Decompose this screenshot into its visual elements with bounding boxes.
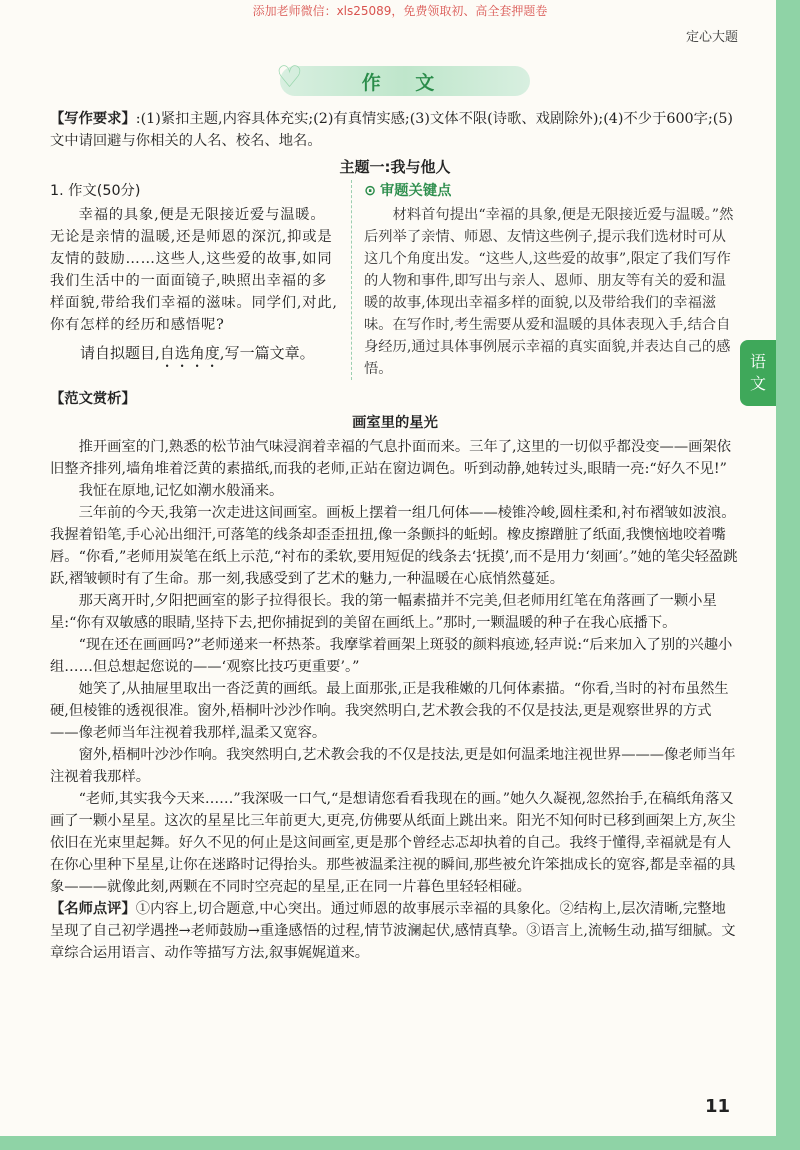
watermark-text: 添加老师微信：xls25089，免费领取初、高全套押题卷 [252,4,548,18]
sample-label: 【范文赏析】 [50,391,136,407]
topic-heading: 主题一:我与他人 [339,158,451,176]
teacher-comment [50,898,740,964]
bottom-border [0,1136,800,1150]
right-border [776,0,800,1150]
subject-tab [740,340,776,406]
essay-paragraph: 三年前的今天,我第一次走进这间画室。画板上摆着一组几何体——棱锥冷峻,圆柱柔和,衬布褶皱如波浪。我握着铅笔,手心沁出细汗,可落笔的线条却歪歪扭扭,像一条颤抖的蚯蚓。橡皮擦蹭脏了纸面,我懊恼地咬着嘴唇。“你看,”老师用炭笔在纸上示范,“衬布的柔软,要用短促的线条去‘抚摸’,而不是用力‘刻画’。”她的笔尖轻盈跳跃,褶皱顿时有了生命。那一刻,我感受到了艺术的魅力,一种温暖在心底悄然蔓延。 [50,505,738,587]
requirements-label: 【写作要求】 [50,111,136,127]
question-block [50,180,740,380]
essay-paragraph: “老师,其实我今天来……”我深吸一口气,“是想请您看看我现在的画。”她久久凝视,忽然抬手,在稿纸角落又画了一颗小星星。这次的星星比三年前更大,更亮,仿佛要从纸面上跳出来。阳光不知何时已移到画架上方,灰尘依旧在光束里起舞。好久不见的何止是这间画室,更是那个曾经忐忑却执着的自己。我终于懂得,幸福就是有人在你心里种下星星,让你在迷路时记得抬头。那些被温柔注视的瞬间,那些被允许笨拙成长的宽容,都是幸福的具象———就像此刻,两颗在不同时空亮起的星星,正在同一片暮色里轻轻相碰。 [50,791,736,895]
section-title: 作 文 [361,71,449,94]
question-number: 1. 作文(50分) [50,183,141,199]
comment-label: 【名师点评】 [50,901,136,917]
location-pin-icon: ⊙ [363,183,376,199]
instruction-emphasis: 自选角度 [159,344,220,362]
key-points-text: 材料首句提出“幸福的具象,便是无限接近爱与温暖。”然后列举了亲情、师恩、友情这些例子,提示我们选材时可从这几个角度出发。“这些人,这些爱的故事”,限定了我们写作的人物和事件,即写出与亲人、恩师、朋友等有关的爱和温暖的故事,体现出幸福多样的面貌,以及带给我们的幸福滋味。在写作时,考生需要从爱和温暖的具体表现入手,结合自身经历,通过具体事例展示幸福的真实面貌,并表达自己的感悟。 [363,207,734,377]
instruction-post: ,写一篇文章。 [219,344,315,362]
comment-text: ①内容上,切合题意,中心突出。通过师恩的故事展示幸福的具象化。②结构上,层次清晰,完整地呈现了自己初学遇挫→老师鼓励→重逢感悟的过程,情节波澜起伏,感情真挚。③语言上,流畅生动,描写细腻。文章综合运用语言、动作等描写方法,叙事娓娓道来。 [50,901,736,961]
essay-paragraph: 那天离开时,夕阳把画室的影子拉得很长。我的第一幅素描并不完美,但老师用红笔在角落画了一颗小星星:“你有双敏感的眼睛,坚持下去,把你捕捉到的美留在画纸上。”那时,一颗温暖的种子在我心底播下。 [50,593,717,631]
essay-paragraph: 窗外,梧桐叶沙沙作响。我突然明白,艺术教会我的不仅是技法,更是如何温柔地注视世界———像老师当年注视着我那样。 [50,747,736,785]
subject-tab-char-2: 文 [749,374,766,393]
writing-requirements [50,108,740,152]
essay-paragraph: 推开画室的门,熟悉的松节油气味浸润着幸福的气息扑面而来。三年了,这里的一切似乎都没变——画架依旧整齐排列,墙角堆着泛黄的素描纸,而我的老师,正站在窗边调色。听到动静,她转过头,眼睛一亮:“好久不见!” [50,439,732,477]
section-title-banner [276,60,530,96]
essay-body [50,436,740,898]
page-number: 11 [704,1096,730,1117]
instruction-pre: 请自拟题目, [80,344,160,362]
essay-paragraph: 我怔在原地,记忆如潮水般涌来。 [78,483,284,499]
key-points-column [351,180,740,380]
heart-icon: ♡ [276,60,303,95]
key-points-heading-text: 审题关键点 [379,183,452,199]
essay-title: 画室里的星光 [352,415,438,431]
subject-tab-char-1: 语 [749,352,766,371]
running-head: 定心大题 [685,30,738,45]
essay-paragraph: “现在还在画画吗?”老师递来一杯热茶。我摩挲着画架上斑驳的颜料痕迹,轻声说:“后来加入了别的兴趣小组……但总想起您说的——‘观察比技巧更重要’。” [50,637,733,675]
page-content [50,108,740,964]
question-prompt: 幸福的具象,便是无限接近爱与温暖。无论是亲情的温暖,还是师恩的深沉,抑或是友情的鼓励……这些人,这些爱的故事,如同我们生活中的一面面镜子,映照出幸福的多样面貌,带给我们幸福的滋味。同学们,对此,你有怎样的经历和感悟呢? [50,207,338,333]
question-instruction [50,342,339,371]
requirements-text: :(1)紧扣主题,内容具体充实;(2)有真情实感;(3)文体不限(诗歌、戏剧除外);(4)不少于600字;(5)文中请回避与你相关的人名、校名、地名。 [50,111,734,149]
key-points-heading [364,180,740,202]
essay-paragraph: 她笑了,从抽屉里取出一沓泛黄的画纸。最上面那张,正是我稚嫩的几何体素描。“你看,当时的衬布虽然生硬,但棱锥的透视很准。窗外,梧桐叶沙沙作响。我突然明白,艺术教会我的不仅是技法,更是观察世界的方式——像老师当年注视着我那样,温柔又宽容。 [50,681,729,741]
question-column [50,180,349,380]
